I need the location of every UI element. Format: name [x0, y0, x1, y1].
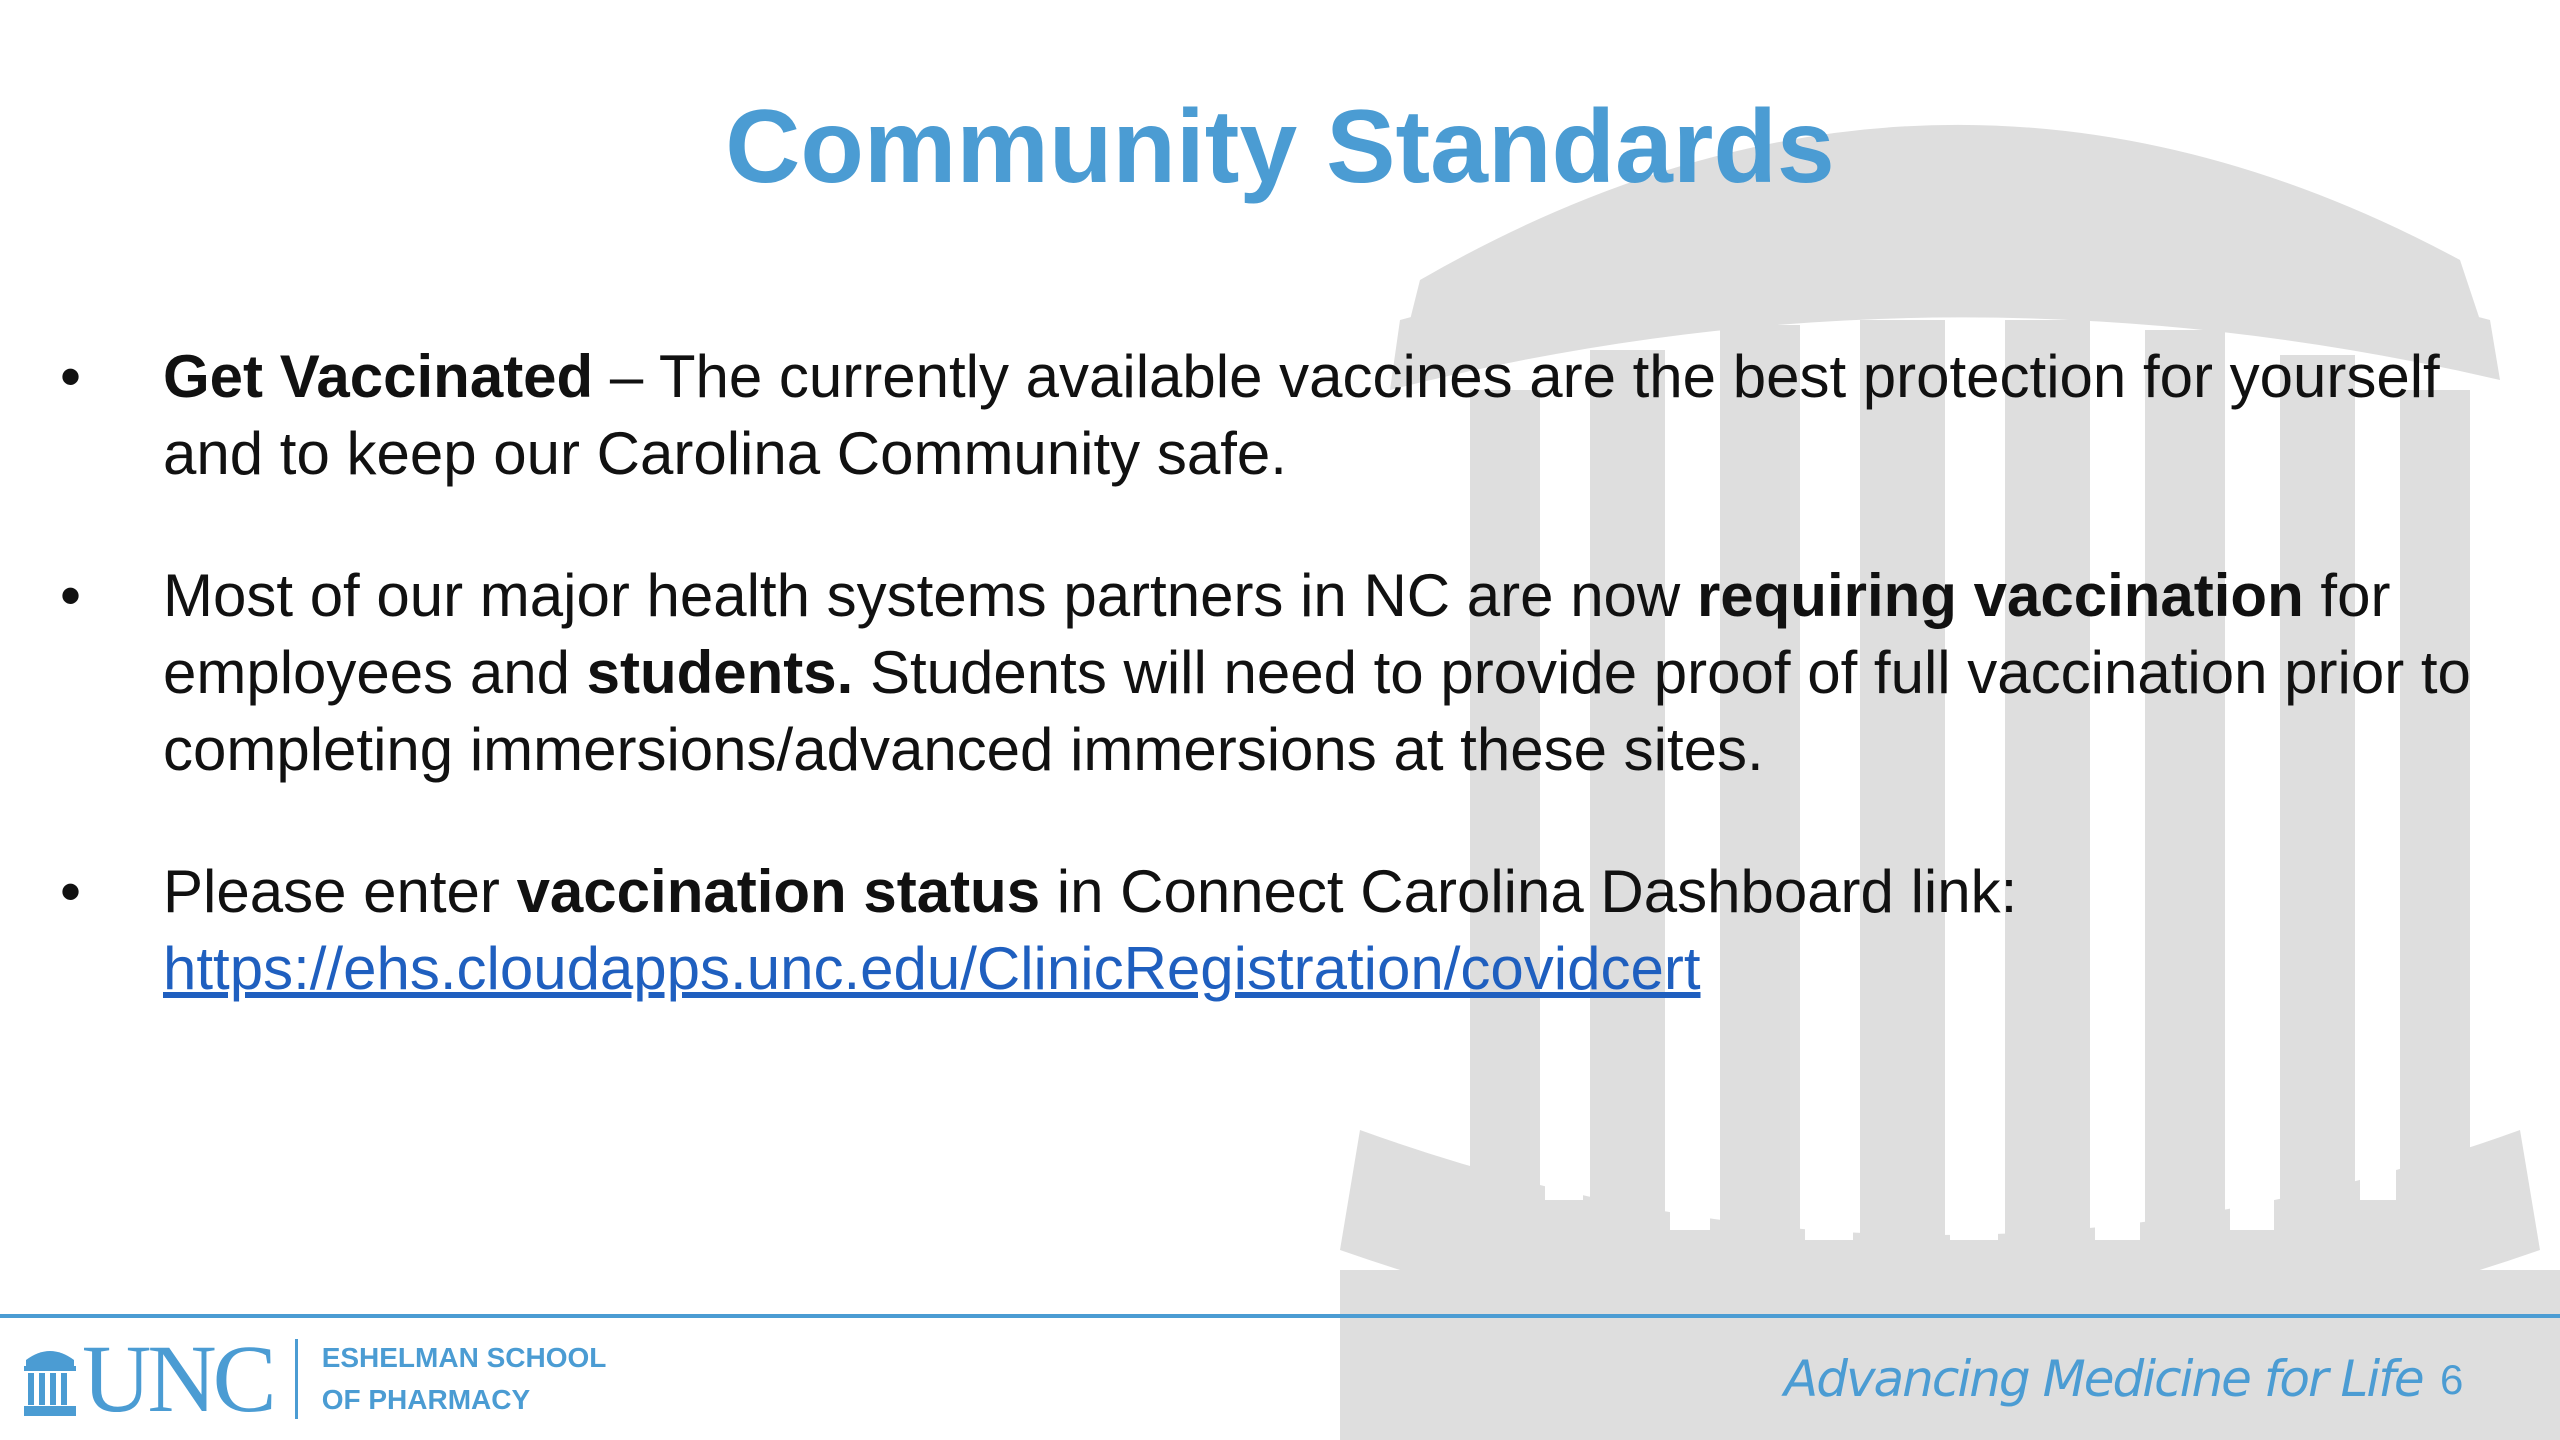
- slide-title: Community Standards: [725, 89, 1835, 205]
- page-number: 6: [2440, 1356, 2464, 1403]
- bullet-item-vaccination-status: [60, 853, 2480, 1007]
- bullet-text: Please enter: [163, 858, 517, 925]
- bullet-text: – The currently available vaccines are the best protection for yourself and to keep our Carolina Community safe.: [163, 343, 2440, 487]
- bullet-text: for employees and: [163, 562, 2391, 706]
- unc-logo: [22, 1325, 607, 1432]
- logo-unc-text: UNC: [82, 1325, 273, 1432]
- footer-tagline: Advancing Medicine for Life: [1784, 1350, 2423, 1408]
- bullet-item-health-systems: [60, 557, 2480, 788]
- bullet-bold-text: students.: [586, 639, 854, 706]
- bullet-dot: •: [60, 858, 82, 925]
- footer-divider: [0, 1314, 2560, 1318]
- bullet-bold-lead: Get Vaccinated: [163, 343, 594, 410]
- school-line-1: ESHELMAN SCHOOL: [321, 1342, 607, 1373]
- bullet-dot: •: [60, 343, 82, 410]
- bullet-bold-text: vaccination status: [516, 858, 1041, 925]
- logo-divider: [295, 1339, 298, 1419]
- bullet-dot: •: [60, 562, 82, 629]
- bullet-text: Students will need to provide proof of full vaccination prior to completing immersions/advanced immersions at these sites.: [163, 639, 2471, 783]
- bullet-item-get-vaccinated: [60, 338, 2480, 492]
- bullet-list: [60, 338, 2480, 1072]
- bullet-bold-text: requiring vaccination: [1696, 562, 2304, 629]
- old-well-logo-icon: [22, 1340, 78, 1418]
- covidcert-link[interactable]: https://ehs.cloudapps.unc.edu/ClinicRegistration/covidcert: [163, 935, 1701, 1002]
- bullet-text: Most of our major health systems partners in NC are now: [163, 562, 1697, 629]
- logo-school-name: [322, 1337, 607, 1421]
- bullet-text: in Connect Carolina Dashboard link:: [1040, 858, 2018, 925]
- school-line-2: OF PHARMACY: [321, 1384, 531, 1415]
